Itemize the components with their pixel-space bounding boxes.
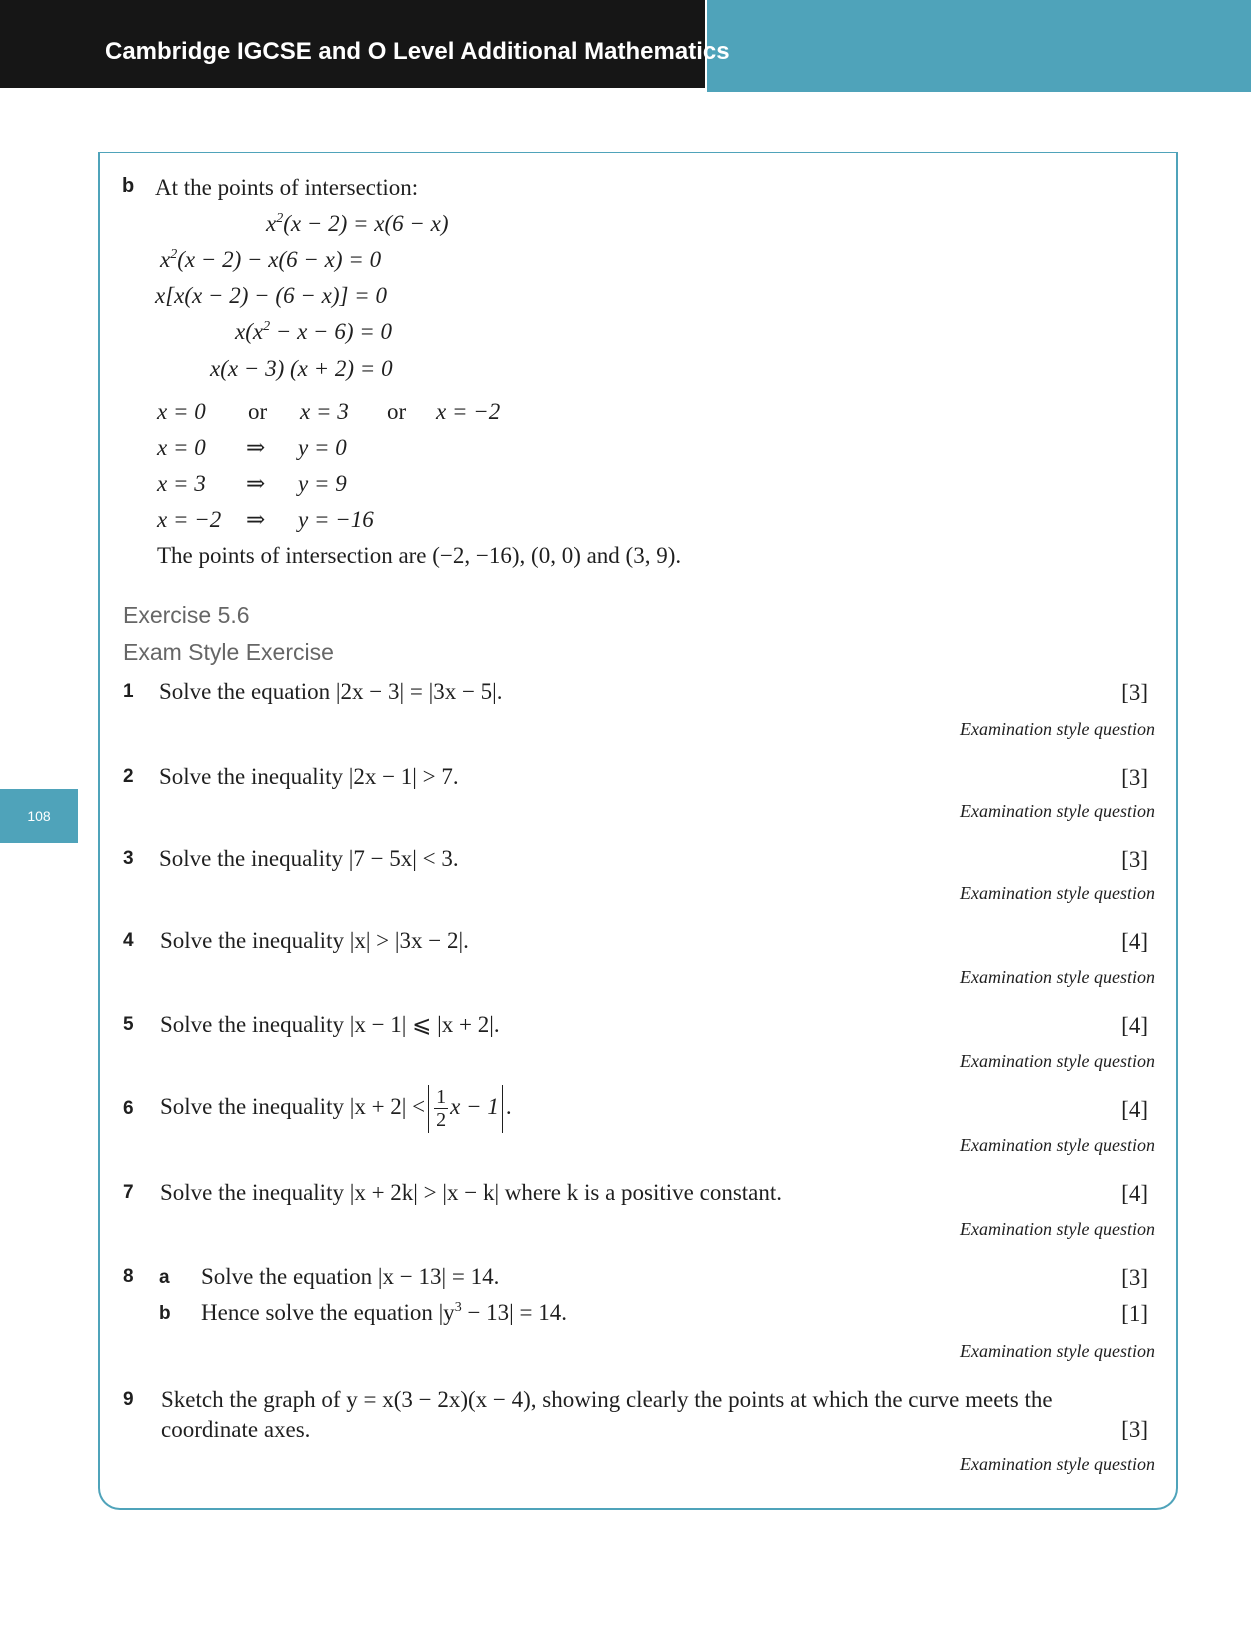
question-marks: [3] (1121, 847, 1148, 872)
question-marks: [4] (1121, 1013, 1148, 1038)
question-text: Solve the equation |2x − 3| = |3x − 5|. (159, 679, 503, 704)
exam-style-tag: Examination style question (960, 801, 1155, 821)
step-1: $x^2(x - 2) = x(6 - x)$ (266, 211, 449, 236)
exam-style-tag: Examination style question (960, 1135, 1155, 1155)
question-number: 9 (123, 1389, 134, 1410)
header-accent-bar (707, 0, 1251, 92)
impl-y: y = −16 (298, 507, 374, 532)
root-1: x = 0 (157, 399, 206, 424)
question-number: 4 (123, 930, 134, 951)
question-text: Solve the inequality |2x − 1| > 7. (159, 764, 459, 789)
fraction: $\frac{1}{2}$ (436, 1086, 447, 1132)
question-text: Solve the equation |x − 13| = 14. (201, 1264, 500, 1289)
root-2: x = 3 (300, 399, 349, 424)
book-title: Cambridge IGCSE and O Level Additional Mathematics (105, 38, 730, 65)
impl-x: x = 0 (157, 435, 206, 460)
step-3: x[x(x − 2) − (6 − x)] = 0 (155, 283, 387, 308)
question-marks: [4] (1121, 929, 1148, 954)
part-label: b (122, 175, 135, 197)
question-marks: [3] (1121, 680, 1148, 705)
exam-style-tag: Examination style question (960, 1341, 1155, 1361)
exam-style-tag: Examination style question (960, 883, 1155, 903)
exam-style-tag: Examination style question (960, 719, 1155, 739)
impl-x: x = 3 (157, 471, 206, 496)
impl-x: x = −2 (157, 507, 222, 532)
part-label: a (159, 1267, 170, 1288)
question-marks: [3] (1121, 1417, 1148, 1442)
part-label: b (159, 1303, 171, 1324)
question-text: Solve the inequality |x + 2k| > |x − k| where k is a positive constant. (160, 1180, 783, 1205)
impl-y: y = 0 (298, 435, 347, 460)
impl-y: y = 9 (298, 471, 347, 496)
question-text: Solve the inequality |x − 1| ⩽ |x + 2|. (160, 1012, 500, 1037)
or-word: or (387, 399, 407, 424)
question-number: 6 (123, 1098, 134, 1119)
question-text: Solve the inequality |x| > |3x − 2|. (160, 928, 469, 953)
solution-conclusion: The points of intersection are (−2, −16), (0, 0) and (3, 9). (157, 543, 682, 568)
question-number: 7 (123, 1182, 134, 1203)
solution-intro: At the points of intersection: (155, 175, 419, 200)
question-marks: [3] (1121, 1265, 1148, 1290)
exam-style-tag: Examination style question (960, 967, 1155, 987)
question-marks: [3] (1121, 765, 1148, 790)
root-3: x = −2 (436, 399, 501, 424)
question-number: 1 (123, 681, 134, 702)
step-2: $x^2(x - 2) - x(6 - x) = 0$ (160, 247, 382, 272)
exercise-subheading: Exam Style Exercise (123, 639, 334, 665)
question-text: Solve the inequality |7 − 5x| < 3. (159, 846, 459, 871)
question-text: coordinate axes. (161, 1417, 311, 1442)
page-number: 108 (27, 808, 51, 824)
step-5: x(x − 3) (x + 2) = 0 (210, 356, 393, 381)
question-text: Hence solve the equation $|y^3 - 13| = 14$. (201, 1300, 567, 1325)
implies-arrow: ⇒ (246, 435, 266, 460)
question-text: Sketch the graph of y = x(3 − 2x)(x − 4), showing clearly the points at which the curve meets the (161, 1387, 1053, 1412)
question-marks: [4] (1121, 1097, 1148, 1122)
question-number: 8 (123, 1266, 134, 1287)
implies-arrow: ⇒ (246, 507, 266, 532)
step-4: $x(x^2 - x - 6) = 0$ (235, 319, 393, 344)
question-number: 2 (123, 766, 134, 787)
exam-style-tag: Examination style question (960, 1219, 1155, 1239)
question-marks: [4] (1121, 1181, 1148, 1206)
implies-arrow: ⇒ (246, 471, 266, 496)
exam-style-tag: Examination style question (960, 1051, 1155, 1071)
question-text: Solve the inequality |x + 2| < $\frac{1}{2}$ x − 1 . (160, 1086, 512, 1132)
exam-style-tag: Examination style question (960, 1454, 1155, 1474)
question-marks: [1] (1121, 1301, 1148, 1326)
exercise-heading: Exercise 5.6 (123, 602, 250, 628)
or-word: or (248, 399, 268, 424)
question-number: 3 (123, 848, 134, 869)
question-number: 5 (123, 1014, 134, 1035)
